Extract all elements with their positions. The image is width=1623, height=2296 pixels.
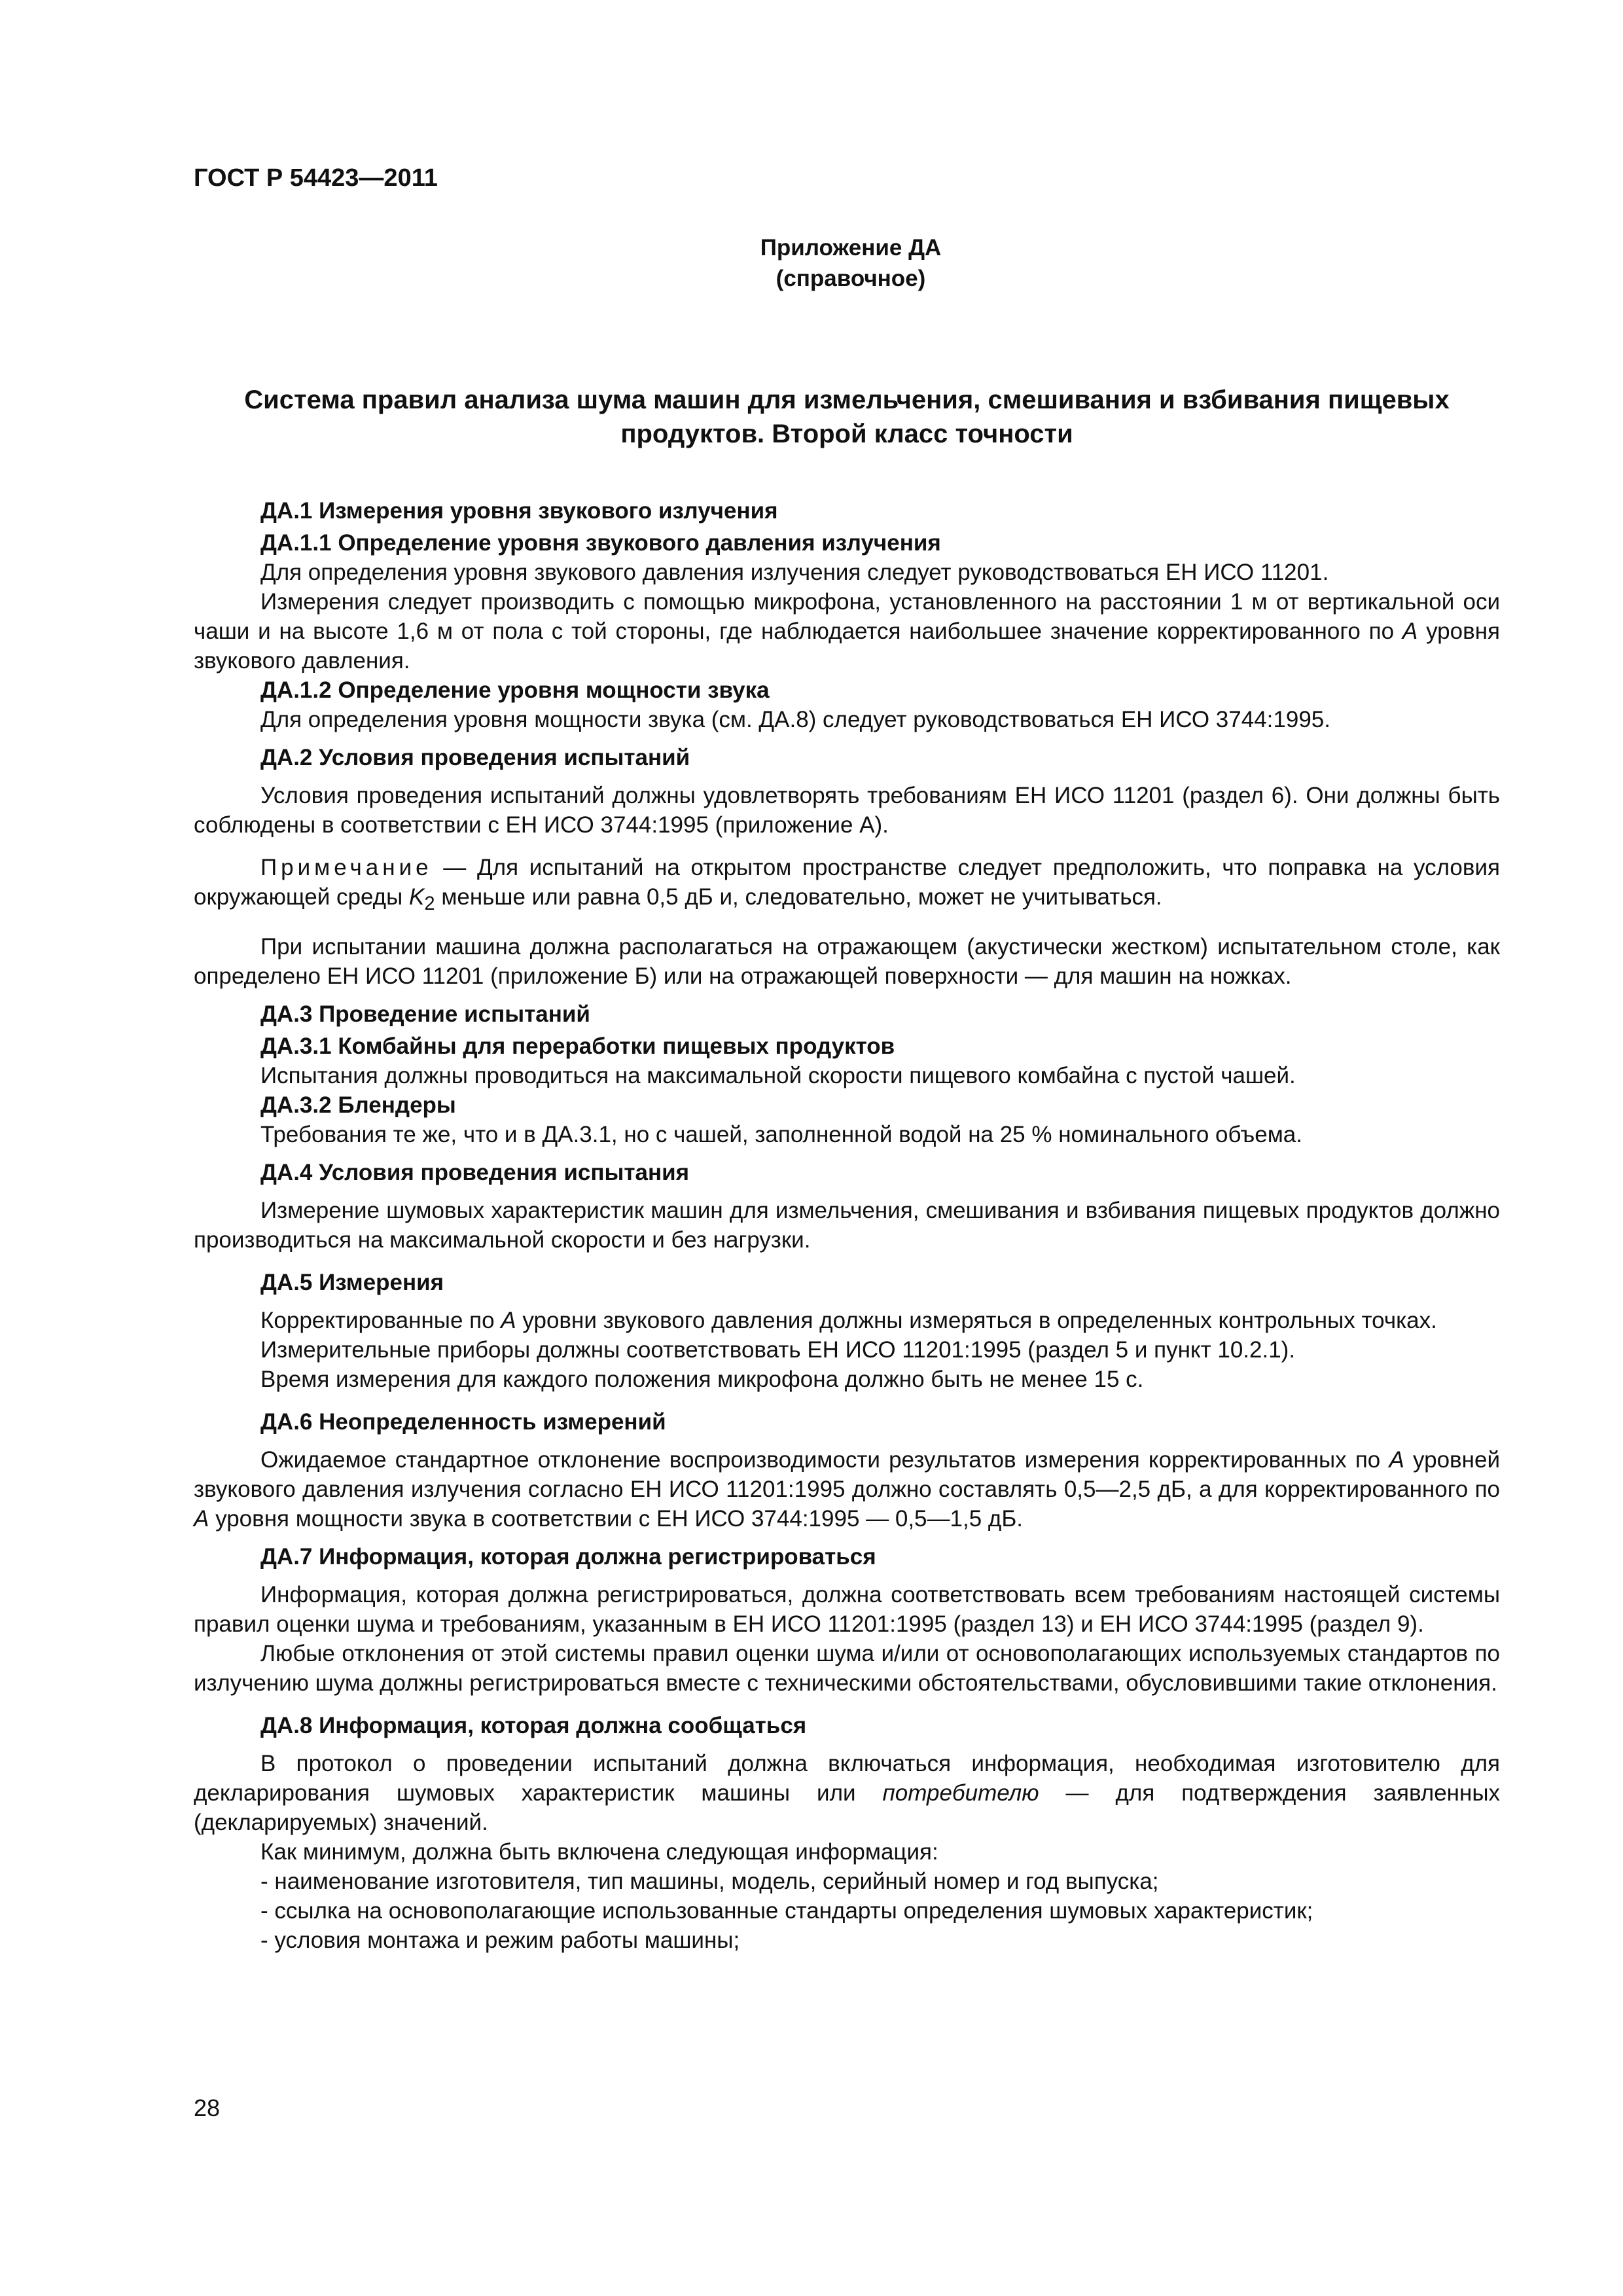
text-run: уровней звукового давления излучения согласно ЕН ИСО 11201:1995 должно составлять 0,5—2,5 дБ, а для корректированного по [194, 1447, 1500, 1502]
text-run: Корректированные по [260, 1308, 495, 1333]
annex-main-title [194, 383, 1500, 451]
text-run: уровня мощности звука в соответствии с ЕН ИСО 3744:1995 — 0,5—1,5 дБ. [215, 1506, 1024, 1532]
note-da2 [194, 853, 1500, 919]
subscript: 2 [424, 893, 435, 914]
paragraph-da4-1: Измерение шумовых характеристик машин для измельчения, смешивания и взбивания пищевых продуктов должно производиться на максимальной скорости и без нагрузки. [194, 1198, 1500, 1253]
section-heading-da2: ДА.2 Условия проведения испытаний [260, 745, 690, 770]
paragraph-da5-3: Время измерения для каждого положения микрофона должно быть не менее 15 с. [260, 1367, 1144, 1392]
document-code: ГОСТ Р 54423—2011 [194, 164, 438, 192]
emphasis: потребителю [882, 1780, 1039, 1806]
paragraph-da3-1: Испытания должны проводиться на максимальной скорости пищевого комбайна с пустой чашей. [260, 1063, 1296, 1088]
paragraph-da5-2: Измерительные приборы должны соответствовать ЕН ИСО 11201:1995 (раздел 5 и пункт 10.2.1). [260, 1337, 1296, 1363]
variable-a: А [1389, 1447, 1404, 1473]
variable-a: А [501, 1308, 516, 1333]
annex-kind: (справочное) [776, 266, 926, 291]
list-item: - наименование изготовителя, тип машины, модель, серийный номер и год выпуска; [260, 1869, 1159, 1894]
section-heading-da3-1: ДА.3.1 Комбайны для переработки пищевых продуктов [260, 1033, 895, 1059]
section-heading-da1: ДА.1 Измерения уровня звукового излучения [260, 498, 778, 524]
main-title-line-2: продуктов. Второй класс точности [620, 420, 1073, 448]
paragraph-da7-2: Любые отклонения от этой системы правил оценки шума и/или от основополагающих используемых стандартов по излучению шума должны регистрироваться вместе с техническими обстоятельствами, обусловившими такие отклонения. [194, 1641, 1500, 1696]
page-number: 28 [194, 2094, 221, 2121]
section-heading-da4: ДА.4 Условия проведения испытания [260, 1160, 690, 1185]
text-run: Измерения следует производить с помощью микрофона, установленного на расстоянии 1 м от вертикальной оси чаши и на высоте 1,6 м от пола с той стороны, где наблюдается наибольшее значение корректированного по [194, 589, 1500, 644]
paragraph-da6-1 [194, 1445, 1500, 1534]
text-run: меньше или равна 0,5 дБ и, следовательно, может не учитываться. [441, 884, 1162, 910]
paragraph-da1-1-2 [194, 587, 1500, 675]
text-run: уровня звукового давления. [194, 619, 1500, 673]
text-run: уровни звукового давления должны измеряться в определенных контрольных точках. [522, 1308, 1437, 1333]
variable-a: А [1402, 619, 1418, 644]
variable-a: А [194, 1506, 209, 1532]
section-heading-da7: ДА.7 Информация, которая должна регистрироваться [260, 1544, 876, 1570]
paragraph-da7-1: Информация, которая должна регистрироваться, должна соответствовать всем требованиям настоящей системы правил оценки шума и требованиям, указанным в ЕН ИСО 11201:1995 (раздел 13) и ЕН ИСО 3744:1995 (раздел 9). [194, 1582, 1500, 1637]
paragraph-da2-1: Условия проведения испытаний должны удовлетворять требованиям ЕН ИСО 11201 (раздел 6). Они должны быть соблюдены в соответствии с ЕН ИСО 3744:1995 (приложение А). [194, 783, 1500, 838]
paragraph-da2-2: При испытании машина должна располагаться на отражающем (акустически жестком) испытательном столе, как определено ЕН ИСО 11201 (приложение Б) или на отражающей поверхности — для машин на ножках. [194, 934, 1500, 989]
list-item: - ссылка на основополагающие использованные стандарты определения шумовых характеристик; [260, 1898, 1313, 1924]
paragraph-da8-1 [194, 1749, 1500, 1837]
section-heading-da1-1: ДА.1.1 Определение уровня звукового давления излучения [260, 530, 941, 556]
paragraph-da5-1 [194, 1306, 1500, 1335]
section-heading-da5: ДА.5 Измерения [260, 1270, 444, 1295]
document-body [194, 496, 1500, 1955]
note-label: Примечание [260, 855, 433, 880]
section-heading-da6: ДА.6 Неопределенность измерений [260, 1409, 666, 1435]
paragraph-da8-2: Как минимум, должна быть включена следующая информация: [260, 1839, 938, 1865]
paragraph-da3-2: Требования те же, что и в ДА.3.1, но с чашей, заполненной водой на 25 % номинального объема. [260, 1122, 1302, 1147]
paragraph-da1-2-1: Для определения уровня мощности звука (см. ДА.8) следует руководствоваться ЕН ИСО 3744:1995. [260, 707, 1330, 732]
text-run: — для подтверждения заявленных (декларируемых) значений. [194, 1780, 1500, 1835]
text-run: Ожидаемое стандартное отклонение воспроизводимости результатов измерения корректированных по [260, 1447, 1381, 1473]
section-heading-da3: ДА.3 Проведение испытаний [260, 1001, 590, 1027]
variable-k: K [409, 884, 425, 910]
section-heading-da1-2: ДА.1.2 Определение уровня мощности звука [260, 677, 770, 703]
paragraph-da1-1-1: Для определения уровня звукового давления излучения следует руководствоваться ЕН ИСО 11201. [260, 560, 1329, 585]
text-run: — Для испытаний на открытом пространстве следует предположить, что поправка на условия окружающей среды [194, 855, 1500, 910]
list-item: - условия монтажа и режим работы машины; [260, 1928, 740, 1953]
section-heading-da3-2: ДА.3.2 Блендеры [260, 1092, 456, 1118]
section-heading-da8: ДА.8 Информация, которая должна сообщаться [260, 1713, 807, 1738]
main-title-line-1: Система правил анализа шума машин для измельчения, смешивания и взбивания пищевых [244, 386, 1450, 414]
text-run: В протокол о проведении испытаний должна включаться информация, необходимая изготовителю для декларирования шумовых характеристик машины или [194, 1751, 1500, 1806]
annex-title: Приложение ДА [760, 235, 942, 260]
